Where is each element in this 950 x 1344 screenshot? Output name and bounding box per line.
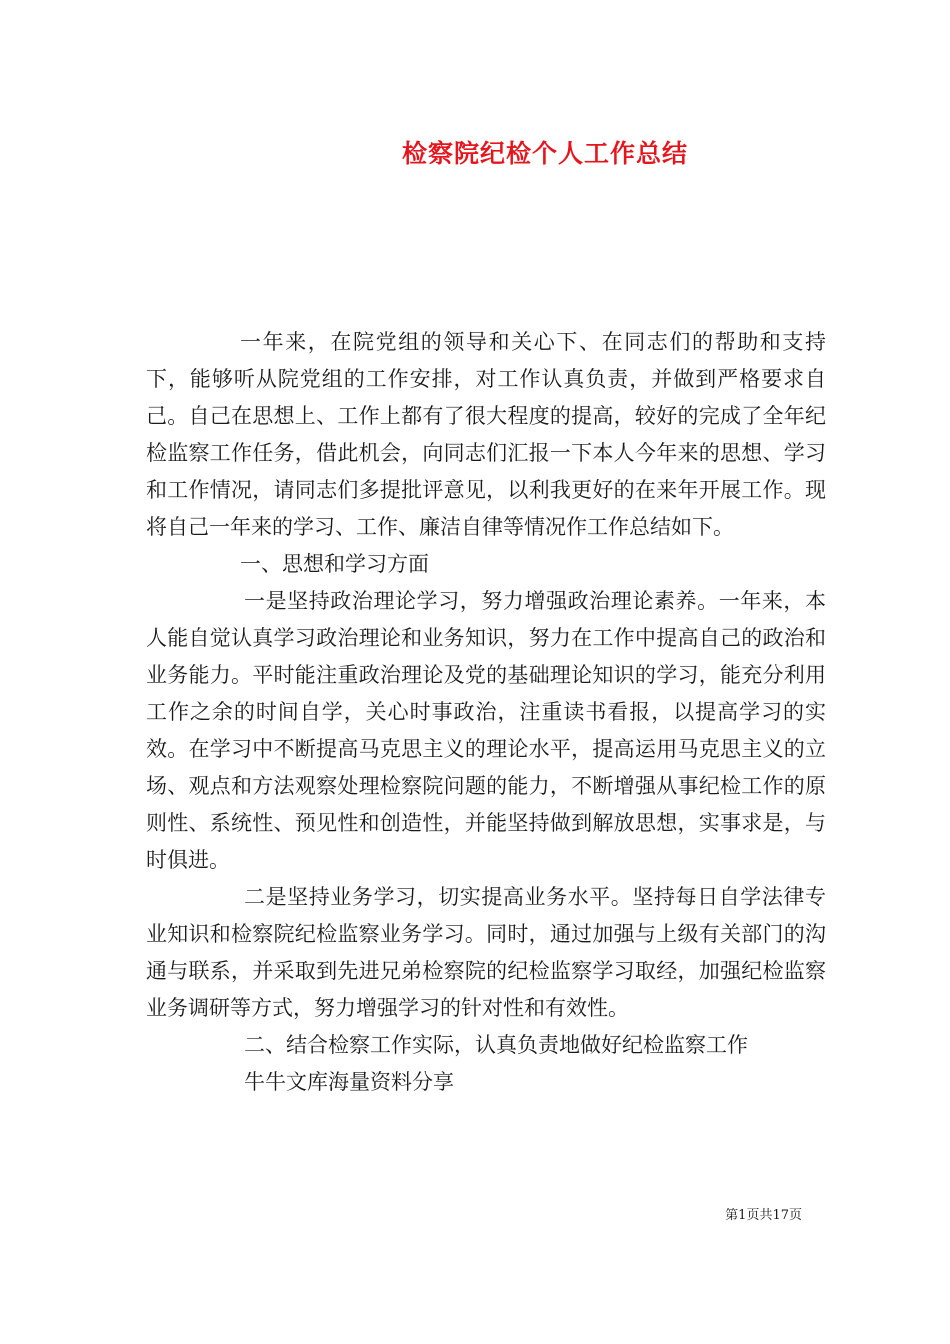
document-body <box>146 324 826 1101</box>
section-heading-1: 一、思想和学习方面 <box>240 552 429 576</box>
intro-paragraph: 一年来，在院党组的领导和关心下、在同志们的帮助和支持下，能够听从院党组的工作安排，对工作认真负责，并做到严格要求自己。自己在思想上、工作上都有了很大程度的提高，较好的完成了全年纪检监察工作任务，借此机会，向同志们汇报一下本人今年来的思想、学习和工作情况，请同志们多提批评意见，以利我更好的在来年开展工作。现将自己一年来的学习、工作、廉洁自律等情况作工作总结如下。 <box>146 330 826 539</box>
document-title: 检察院纪检个人工作总结 <box>401 139 688 168</box>
section-heading-2: 二、结合检察工作实际，认真负责地做好纪检监察工作 <box>244 1033 748 1057</box>
watermark-note: 牛牛文库海量资料分享 <box>244 1070 454 1094</box>
section1-paragraph-2: 二是坚持业务学习，切实提高业务水平。坚持每日自学法律专业知识和检察院纪检监察业务学习。同时，通过加强与上级有关部门的沟通与联系，并采取到先进兄弟检察院的纪检监察学习取经，加强纪检监察业务调研等方式，努力增强学习的针对性和有效性。 <box>146 885 826 1020</box>
section1-paragraph-1: 一是坚持政治理论学习，努力增强政治理论素养。一年来，本人能自觉认真学习政治理论和业务知识，努力在工作中提高自己的政治和业务能力。平时能注重政治理论及党的基础理论知识的学习，能充分利用工作之余的时间自学，关心时事政治，注重读书看报，以提高学习的实效。在学习中不断提高马克思主义的理论水平，提高运用马克思主义的立场、观点和方法观察处理检察院问题的能力，不断增强从事纪检工作的原则性、系统性、预见性和创造性，并能坚持做到解放思想，实事求是，与时俱进。 <box>146 589 826 872</box>
page-number: 第1页共17页 <box>725 1208 802 1223</box>
